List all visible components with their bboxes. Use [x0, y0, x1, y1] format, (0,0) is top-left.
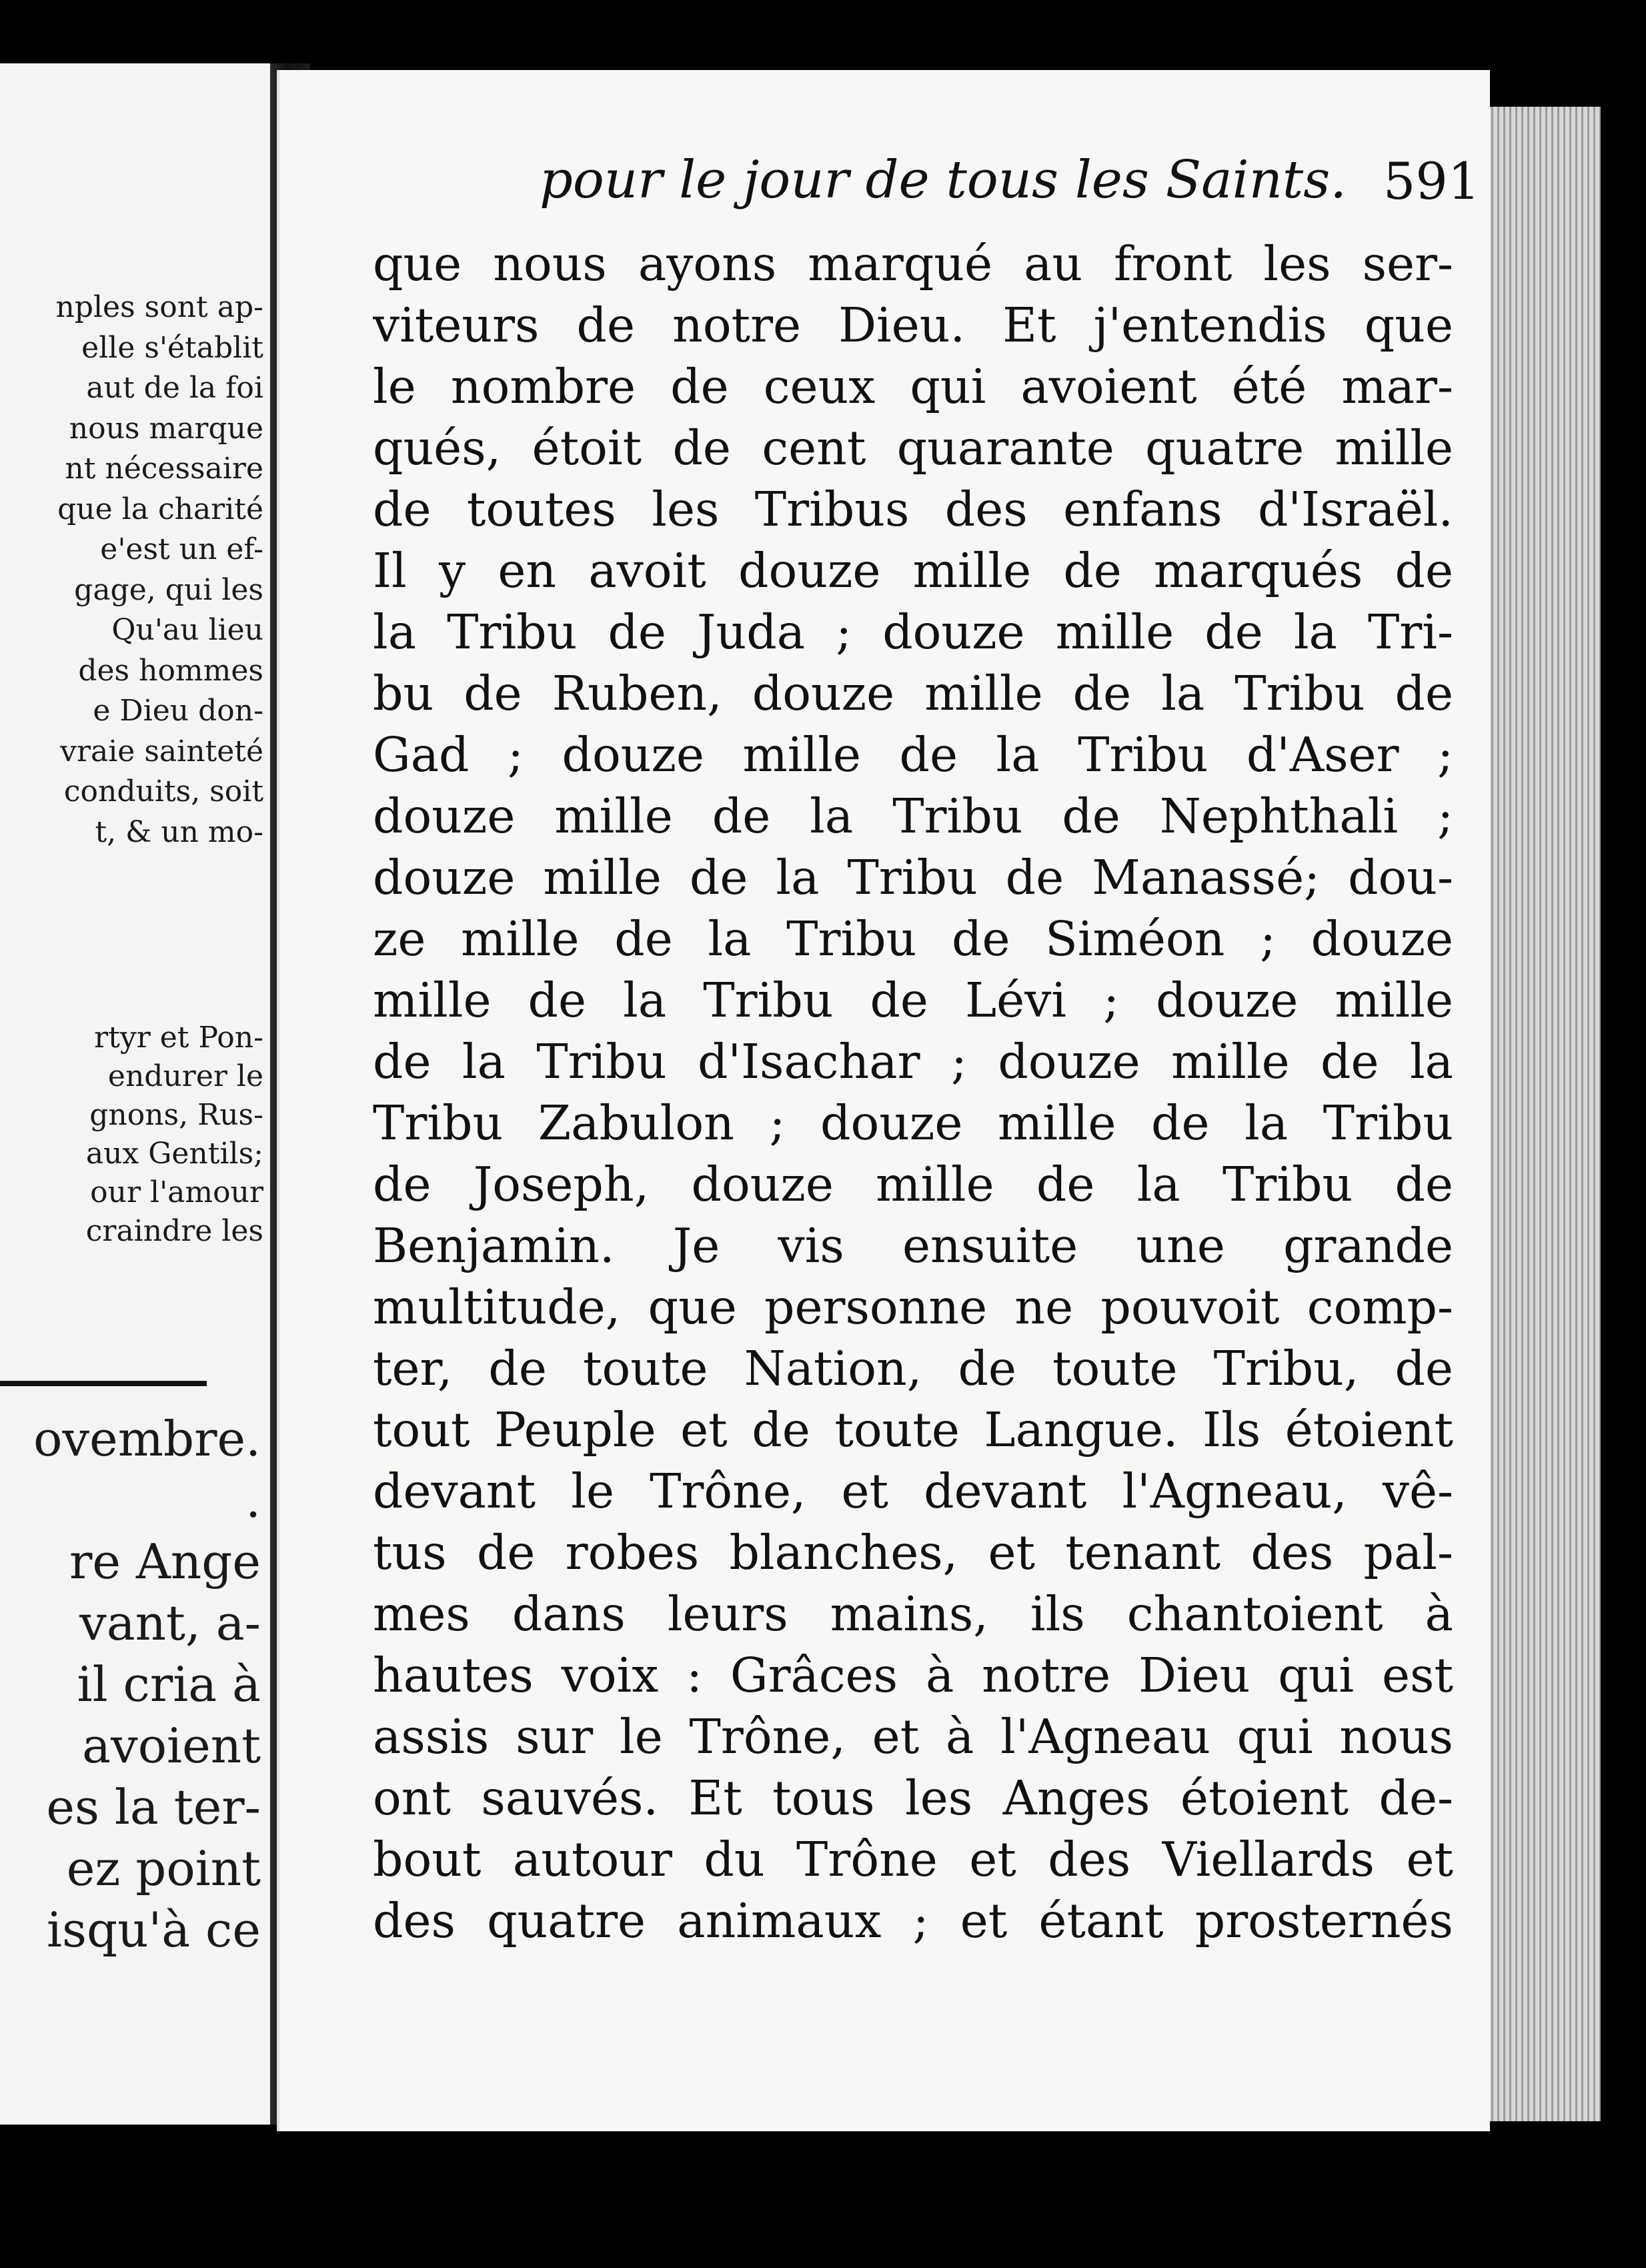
- text-line: mes dans leurs mains, ils chantoient à: [373, 1586, 1453, 1642]
- left-page-line: endurer le: [107, 1059, 263, 1093]
- page-number: 591: [1383, 151, 1481, 211]
- left-page-fragment: [0, 63, 270, 2125]
- left-page-line: re Ange: [69, 1534, 261, 1590]
- text-line: de toutes les Tribus des enfans d'Israël.: [373, 482, 1453, 537]
- text-line: ze mille de la Tribu de Siméon ; douze: [373, 911, 1453, 967]
- text-line: Tribu Zabulon ; douze mille de la Tribu: [373, 1095, 1453, 1151]
- text-line: Benjamin. Je vis ensuite une grande: [373, 1218, 1453, 1273]
- text-line: de Joseph, douze mille de la Tribu de: [373, 1157, 1453, 1212]
- left-page-line: il cria à: [77, 1656, 261, 1712]
- left-page-line: aut de la foi: [86, 371, 263, 405]
- text-line: de la Tribu d'Isachar ; douze mille de la: [373, 1034, 1453, 1089]
- left-page-line: nt nécessaire: [65, 452, 263, 486]
- left-page-line: elle s'établit: [81, 330, 263, 365]
- page-edges: [1487, 107, 1601, 2121]
- text-line: le nombre de ceux qui avoient été mar-: [373, 359, 1453, 414]
- left-page-line: our l'amour: [90, 1175, 263, 1209]
- text-line: assis sur le Trône, et à l'Agneau qui nous: [373, 1709, 1453, 1764]
- text-line: bu de Ruben, douze mille de la Tribu de: [373, 666, 1453, 721]
- left-page-line: aux Gentils;: [85, 1137, 263, 1171]
- running-head: pour le jour de tous les Saints.: [540, 150, 1347, 210]
- left-page-line: conduits, soit: [63, 774, 263, 808]
- left-page-line: gnons, Rus-: [89, 1098, 263, 1132]
- text-line: ter, de toute Nation, de toute Tribu, de: [373, 1341, 1453, 1396]
- page-header: [279, 143, 1490, 217]
- left-page-line: Qu'au lieu: [111, 613, 263, 647]
- text-line: que nous ayons marqué au front les ser-: [373, 236, 1453, 292]
- text-line: tout Peuple et de toute Langue. Ils étoient: [373, 1402, 1453, 1458]
- text-line: douze mille de la Tribu de Nephthali ;: [373, 788, 1453, 844]
- main-page: [277, 70, 1490, 2131]
- text-line: viteurs de notre Dieu. Et j'entendis que: [373, 298, 1453, 353]
- left-page-line: es la ter-: [46, 1779, 261, 1835]
- text-line: multitude, que personne ne pouvoit comp-: [373, 1279, 1453, 1335]
- left-page-line: t, & un mo-: [95, 814, 263, 849]
- text-line: ont sauvés. Et tous les Anges étoient de-: [373, 1770, 1453, 1826]
- left-page-line: nples sont ap-: [55, 290, 263, 324]
- text-line: des quatre animaux ; et étant prosternés: [373, 1893, 1453, 1948]
- left-page-line: .: [245, 1472, 261, 1528]
- text-line: tus de robes blanches, et tenant des pal-: [373, 1525, 1453, 1580]
- left-page-line: que la charité: [57, 492, 263, 526]
- text-line: bout autour du Trône et des Viellards et: [373, 1832, 1453, 1887]
- left-page-line: isqu'à ce: [47, 1902, 261, 1958]
- text-line: douze mille de la Tribu de Manassé; dou-: [373, 850, 1453, 905]
- text-line: Gad ; douze mille de la Tribu d'Aser ;: [373, 727, 1453, 782]
- left-page-line: rtyr et Pon-: [94, 1021, 263, 1055]
- left-page-line: vant, a-: [79, 1595, 261, 1651]
- left-page-line: ovembre.: [33, 1411, 261, 1467]
- body-text: [373, 233, 1453, 1952]
- left-page-line: des hommes: [78, 653, 263, 688]
- text-line: mille de la Tribu de Lévi ; douze mille: [373, 973, 1453, 1028]
- left-page-rule: [0, 1381, 207, 1386]
- left-page-line: avoient: [82, 1718, 261, 1774]
- left-page-line: ez point: [66, 1840, 261, 1896]
- text-line: qués, étoit de cent quarante quatre mille: [373, 420, 1453, 476]
- text-line: la Tribu de Juda ; douze mille de la Tri-: [373, 604, 1453, 660]
- left-page-line: nous marque: [69, 411, 263, 446]
- left-page-line: craindre les: [85, 1214, 263, 1248]
- left-page-line: gage, qui les: [74, 572, 263, 607]
- left-page-line: e'est un ef-: [100, 532, 263, 566]
- text-line: devant le Trône, et devant l'Agneau, vê-: [373, 1464, 1453, 1519]
- left-page-line: e Dieu don-: [93, 694, 263, 728]
- text-line: Il y en avoit douze mille de marqués de: [373, 543, 1453, 598]
- left-page-line: vraie sainteté: [60, 734, 263, 768]
- text-line: hautes voix : Grâces à notre Dieu qui est: [373, 1648, 1453, 1703]
